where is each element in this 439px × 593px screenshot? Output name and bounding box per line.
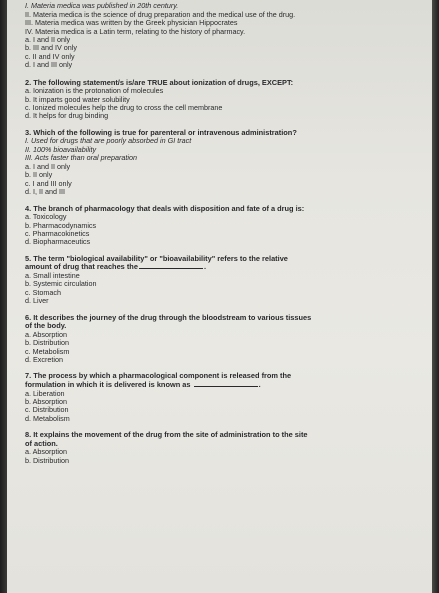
q1-statement-1: I. Materia medica was published in 20th century. xyxy=(25,1,179,10)
q2-stem: 2. The following statement/s is/are TRUE about ionization of drugs, EXCEPT: xyxy=(25,77,294,87)
q3-option-b: b. II only xyxy=(25,170,53,180)
q2-option-c: c. Ionized molecules help the drug to cross the cell membrane xyxy=(25,103,223,113)
q8-stem-line-2: of action. xyxy=(25,438,58,448)
q8-option-b: b. Distribution xyxy=(25,455,69,465)
q4-option-d: d. Biopharmaceutics xyxy=(25,237,91,247)
q1-option-a: a. I and II only xyxy=(25,35,71,44)
photo-edge-left xyxy=(0,0,7,593)
q2-option-d: d. It helps for drug binding xyxy=(25,111,109,121)
q5-answer-blank xyxy=(139,268,203,269)
q3-option-a: a. I and II only xyxy=(25,161,71,171)
q3-option-c: c. I and III only xyxy=(25,178,72,188)
q3-option-d: d. I, II and III xyxy=(25,187,65,197)
q7-stem-before-blank: formulation in which it is delivered is known as xyxy=(25,380,191,389)
quiz-page xyxy=(7,0,432,593)
q4-option-b: b. Pharmacodynamics xyxy=(25,220,97,230)
q5-option-d: d. Liver xyxy=(25,296,49,306)
question-1 xyxy=(25,2,424,70)
photo-edge-right xyxy=(432,0,439,593)
q7-answer-blank xyxy=(194,386,258,387)
q4-option-c: c. Pharmacokinetics xyxy=(25,228,90,238)
q5-option-b: b. Systemic circulation xyxy=(25,279,97,289)
q7-option-d: d. Metabolism xyxy=(25,413,70,423)
q6-option-d: d. Excretion xyxy=(25,355,63,364)
q6-option-b: b. Distribution xyxy=(25,338,69,348)
q3-statement-3: III. Acts faster than oral preparation xyxy=(25,153,137,163)
q8-option-a: a. Absorption xyxy=(25,447,67,457)
question-5 xyxy=(25,255,424,306)
q1-statement-2: II. Materia medica is the science of drug preparation and the medical use of the drug. xyxy=(25,9,296,19)
question-7 xyxy=(25,372,424,423)
q1-option-b: b. III and IV only xyxy=(25,43,77,53)
q4-option-a: a. Toxicology xyxy=(25,212,67,222)
q5-stem-line-1: 5. The term "biological availability" or "bioavailability" refers to the relative xyxy=(25,253,288,263)
q7-stem-line-2 xyxy=(25,381,424,390)
q4-stem: 4. The branch of pharmacology that deals with disposition and fate of a drug is: xyxy=(25,203,305,213)
q1-statement-3: III. Materia medica was written by the Greek physician Hippocrates xyxy=(25,18,238,27)
q5-stem-line-2 xyxy=(25,263,424,272)
q7-stem-after-blank: . xyxy=(258,380,261,389)
q6-stem-line-1: 6. It describes the journey of the drug through the bloodstream to various tissues xyxy=(25,312,312,322)
q3-statement-1: I. Used for drugs that are poorly absorbed in GI tract xyxy=(25,136,192,146)
q5-option-c: c. Stomach xyxy=(25,287,61,297)
q6-stem-line-2: of the body. xyxy=(25,321,67,331)
q3-statement-2: II. 100% bioavailability xyxy=(25,144,97,154)
question-3 xyxy=(25,129,424,197)
q7-stem-line-1: 7. The process by which a pharmacological component is released from the xyxy=(25,371,292,381)
q8-stem-line-1: 8. It explains the movement of the drug from the site of administration to the site xyxy=(25,430,308,440)
q2-option-b: b. It imparts good water solubility xyxy=(25,94,130,104)
q1-statement-4: IV. Materia medica is a Latin term, relating to the history of pharmacy. xyxy=(25,26,246,36)
q6-option-a: a. Absorption xyxy=(25,329,67,339)
q5-stem-after-blank: . xyxy=(203,262,206,272)
question-6 xyxy=(25,314,424,365)
question-4 xyxy=(25,205,424,247)
question-2 xyxy=(25,79,424,121)
q7-option-a: a. Liberation xyxy=(25,388,65,398)
q5-option-a: a. Small intestine xyxy=(25,270,80,280)
q1-option-d: d. I and III only xyxy=(25,60,73,70)
q3-stem: 3. Which of the following is true for parenteral or intravenous administration? xyxy=(25,127,297,137)
question-8 xyxy=(25,431,424,465)
q5-stem-before-blank: amount of drug that reaches the xyxy=(25,262,138,272)
q6-option-c: c. Metabolism xyxy=(25,346,70,356)
q7-option-b: b. Absorption xyxy=(25,397,67,406)
q1-option-c: c. II and IV only xyxy=(25,51,75,61)
q2-option-a: a. Ionization is the protonation of molecules xyxy=(25,86,164,96)
q7-option-c: c. Distribution xyxy=(25,405,69,415)
